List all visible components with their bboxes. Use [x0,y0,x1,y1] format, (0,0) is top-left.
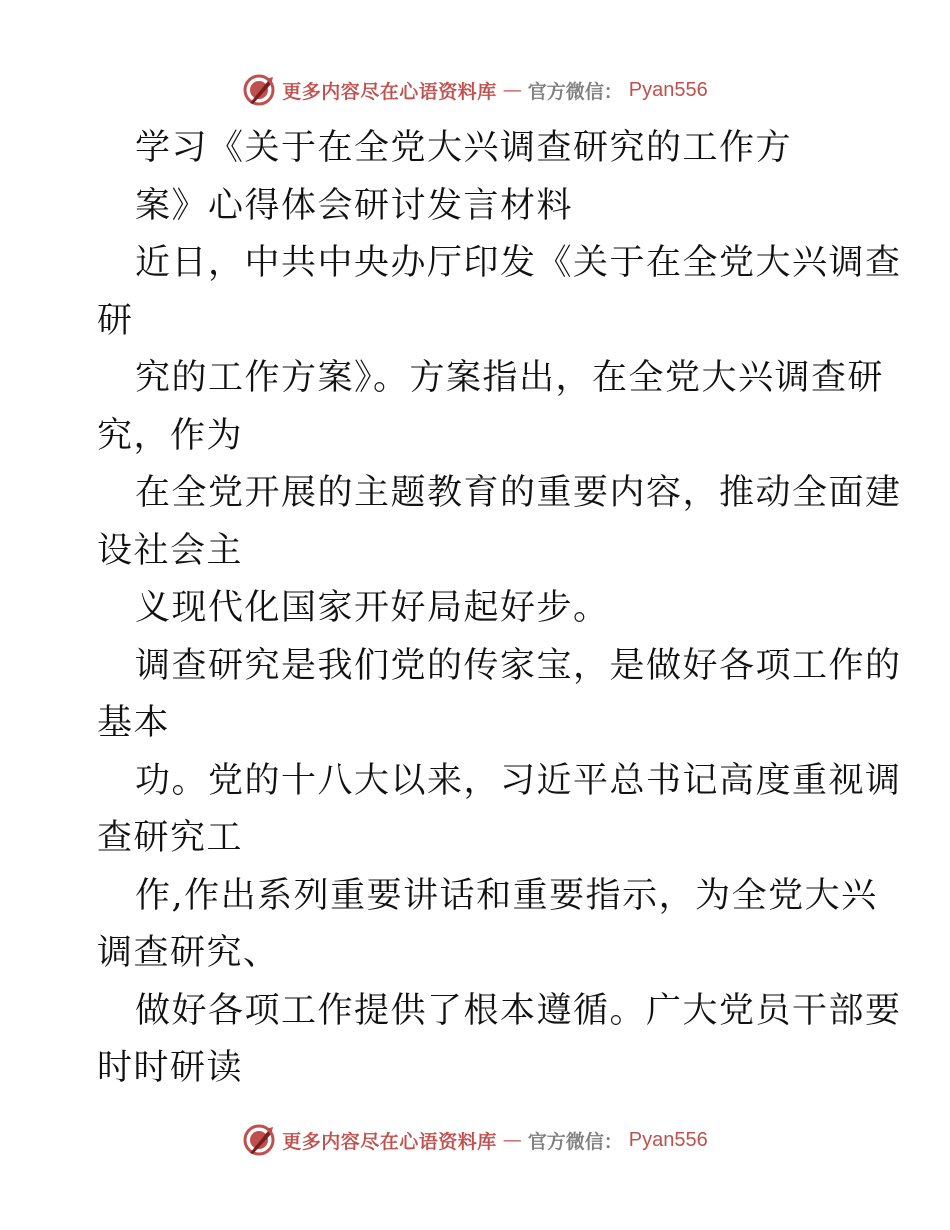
footer-banner [0,1120,950,1160]
banner-label: 官方微信： [527,80,623,103]
document-body [97,120,902,1098]
text-line: 研 [97,300,134,341]
banner-separator: — [502,79,522,101]
text-line: 功。党的十八大以来，习近平总书记高度重视调 [135,760,902,801]
text-line: 究，作为 [97,415,244,456]
banner-main-text: 更多内容尽在心语资料库 [282,80,497,103]
text-line: 基本 [97,703,171,743]
text-line: 在全党开展的主题教育的重要内容，推动全面建 [135,473,902,513]
text-line: 近日，中共中央办厅印发《关于在全党大兴调查 [135,243,902,283]
banner [242,1123,708,1157]
title-line-1: 学习《关于在全党大兴调查研究的工作方 [135,128,793,168]
text-line: 作,作出系列重要讲话和重要指示，为全党大兴 [135,875,878,916]
text-line: 做好各项工作提供了根本遵循。广大党员干部要 [135,990,902,1031]
text-line: 调查研究是我们党的传家宝，是做好各项工作的 [135,645,902,686]
text-line: 查研究工 [97,818,244,858]
quill-seal-logo-icon [242,1123,276,1157]
header-banner [0,70,950,110]
banner-label: 官方微信： [527,1130,623,1153]
text-line: 究的工作方案》。方案指出，在全党大兴调查研 [135,358,885,398]
banner-main-text: 更多内容尽在心语资料库 [282,1130,497,1153]
text-line: 时时研读 [97,1048,244,1088]
text-line: 义现代化国家开好局起好步。 [135,588,610,628]
text-line: 设社会主 [97,530,244,571]
banner-wechat-id: Pyan556 [628,1128,708,1151]
banner [242,73,708,107]
title-line-2: 案》心得体会研讨发言材料 [135,185,574,226]
banner-separator: — [502,1129,522,1151]
banner-wechat-id: Pyan556 [628,78,708,101]
quill-seal-logo-icon [242,73,276,107]
text-line: 调查研究、 [97,933,280,973]
